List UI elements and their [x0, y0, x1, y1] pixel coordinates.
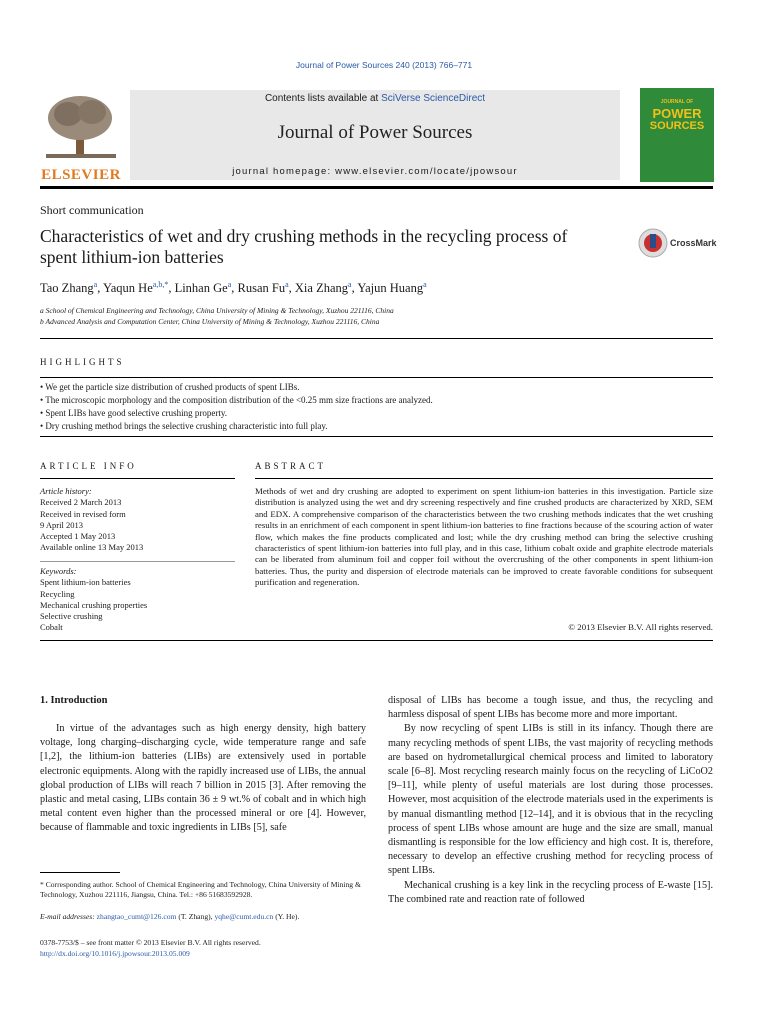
abstract-text: Methods of wet and dry crushing are adopted to experiment on spent lithium-ion batteries in this investigation. Particle size distribution is analyzed using the wet and dry screening respectively and fine crushed products are characterized by XRD, SEM and EDX. A comprehensive comparison of the characteristics between the two crushing methods indicates that the wet crushing results in an enrichment of each component in spent lithium-ion batteries to fine fractions because of the scouring action of water flow, which makes the fine products complicated and lost; while the dry crushing method can bring the selective crushing characteristics of spent lithium-ion batteries into full play, and in this case, lithium cobalt oxide and graphite electrode materials can be liberated from aluminum foil and copper foil without the overcrushing of the other components in spent lithium-ion batteries. Thus, the purity and dispersion of electrode materials can be improved to create favorable conditions for subsequent purification and regeneration.: [255, 486, 713, 588]
keyword: Selective crushing: [40, 611, 103, 622]
body-column-left: [40, 722, 366, 836]
email-owner: (Y. He).: [273, 912, 300, 921]
divider: [40, 640, 713, 641]
history-entry: Received 2 March 2013: [40, 497, 122, 508]
author-affiliation-marker[interactable]: a: [285, 280, 289, 289]
author-affiliation-marker[interactable]: a: [423, 280, 427, 289]
author-name[interactable]: Linhan Ge: [174, 281, 228, 296]
history-label: Article history:: [40, 486, 92, 496]
crossmark-label: CrossMark: [670, 238, 717, 248]
divider: [40, 478, 235, 479]
highlight-item: • Spent LIBs have good selective crushing property.: [40, 408, 228, 418]
highlight-item: • We get the particle size distribution of crushed products of spent LIBs.: [40, 382, 300, 392]
highlight-item: • The microscopic morphology and the composition distribution of the <0.25 mm size fractions are analyzed.: [40, 395, 433, 405]
body-paragraph: In virtue of the advantages such as high energy density, high battery voltage, long charging–discharging cycle, wide temperature range and safe [1,2], the lithium-ion batteries (LIBs) are extensively used in portable electronic equipments. Along with the rapidly increased use of LIBs, the annual global production of LIBs will reach 7 billion in 2015 [3]. After removing the plastic and metal casing, LIBs contain 36 ± 9 wt.% of cobalt and in which high metal content even higher than the processed mineral or ore [4]. However, because of flammable and toxic ingredients in LIBs [5], safe: [40, 723, 366, 834]
body-column-right: [388, 694, 713, 907]
section-heading: 1. Introduction: [40, 695, 108, 706]
divider: [40, 436, 713, 437]
author-list: Tao Zhang$^a$, Yaqun $He^{a,b,*}$, Linhan Ge$^a$, Rusan Fu$^a$, Xia Zhang$^a$, Yajun Huang$^a$: [40, 280, 427, 296]
cover-title-3: SOURCES: [649, 120, 705, 132]
divider: [40, 338, 713, 339]
cover-title-1: JOURNAL OF: [660, 99, 694, 105]
divider: [40, 561, 235, 562]
article-info-heading: ARTICLE INFO: [40, 461, 137, 471]
cover-title-2: POWER: [652, 106, 702, 121]
elsevier-tree-icon: [40, 92, 122, 162]
copyright: © 2013 Elsevier B.V. All rights reserved.: [568, 622, 713, 632]
history-entry: Received in revised form: [40, 508, 126, 519]
contents-line: [130, 93, 620, 104]
publisher-name: ELSEVIER: [41, 167, 121, 183]
keyword: Cobalt: [40, 622, 63, 633]
abstract-heading: ABSTRACT: [255, 461, 327, 471]
history-entry: 9 April 2013: [40, 519, 83, 530]
history-entry: Accepted 1 May 2013: [40, 531, 116, 542]
author-affiliation-marker[interactable]: a,b,*: [152, 280, 169, 289]
keywords: [40, 566, 235, 634]
body-paragraph: By now recycling of spent LIBs is still in its infancy. Though there are many recycling methods of spent LIBs, the vast majority of recycling methods are based on hydrometallurgical chemical process and limited to laboratory scale [6–8]. Most recycling research mainly focus on the recycling of LiCoO2 [9–11], while plenty of useful materials are lost during those processes. However, most acquisition of the electrode materials used in the experiments is by manual dismantling method [12–14], and it is obvious that in the recycling process of spent LIBs whose amount are huge and the size are small, manual dismantling is responsible for the low efficiency and high cost. It is, therefore, necessary to develop an effective crushing method for recycling process of spent LIBs.: [388, 723, 713, 877]
divider: [40, 377, 713, 378]
article-history: [40, 486, 235, 554]
journal-cover: [640, 88, 714, 182]
keyword: Spent lithium-ion batteries: [40, 577, 131, 588]
email-link[interactable]: zhangtao_cumt@126.com: [96, 912, 177, 921]
journal-title: Journal of Power Sources: [277, 122, 473, 143]
journal-homepage[interactable]: journal homepage: www.elsevier.com/locate/jpowsour: [232, 166, 518, 177]
sciencedirect-link[interactable]: SciVerse ScienceDirect: [381, 93, 486, 104]
author-name[interactable]: Xia Zhang: [294, 281, 348, 296]
journal-citation[interactable]: Journal of Power Sources 240 (2013) 766–771: [295, 60, 473, 70]
email-owner: (T. Zhang),: [176, 912, 215, 921]
crossmark-badge[interactable]: [638, 228, 718, 260]
footnote-rule: [40, 872, 120, 873]
article-title: Characteristics of wet and dry crushing methods in the recycling process of spent lithium-ion batteries: [40, 226, 568, 267]
keyword: Recycling: [40, 588, 75, 599]
highlights-heading: HIGHLIGHTS: [40, 357, 125, 367]
divider: [255, 478, 713, 479]
author-name[interactable]: Tao Zhang: [40, 281, 94, 296]
keyword: Mechanical crushing properties: [40, 599, 148, 610]
contents-prefix: Contents lists available at: [264, 93, 382, 104]
author-name[interactable]: Yajun Huang: [357, 281, 424, 296]
author-name[interactable]: Yaqun He: [102, 281, 153, 296]
issn-line: 0378-7753/$ – see front matter © 2013 Elsevier B.V. All rights reserved.: [40, 938, 261, 947]
article-type: Short communication: [40, 203, 144, 217]
doi-link[interactable]: http://dx.doi.org/10.1016/j.jpowsour.2013.05.009: [40, 949, 190, 958]
author-affiliation-marker[interactable]: a: [93, 280, 98, 289]
keywords-label: Keywords:: [40, 566, 77, 576]
highlight-item: • Dry crushing method brings the selective crushing characteristic into full play.: [40, 421, 328, 431]
author-affiliation-marker[interactable]: a: [227, 280, 232, 289]
author-affiliation-marker[interactable]: a: [348, 280, 352, 289]
corresponding-author-note: * Corresponding author. School of Chemical Engineering and Technology, China University of Mining & Technology, Xuzhou 221116, Jiangsu, China. Tel.: +86 51683592928.: [40, 880, 361, 900]
author-name[interactable]: Rusan Fu: [237, 281, 286, 296]
body-paragraph: Mechanical crushing is a key link in the recycling process of E-waste [15]. The combined rate and reaction rate of followed: [388, 879, 713, 905]
email-label: E-mail addresses:: [40, 912, 97, 921]
history-entry: Available online 13 May 2013: [40, 542, 144, 553]
header-rule: [40, 186, 713, 189]
elsevier-logo: [40, 92, 122, 182]
body-paragraph: disposal of LIBs has become a tough issue, and thus, the recycling and harmless disposal of spent LIBs has become more and more important.: [388, 695, 713, 721]
email-line: [40, 912, 366, 922]
email-link[interactable]: yqhe@cumt.edu.cn: [214, 912, 274, 921]
crossmark-icon: [638, 228, 668, 258]
affiliation: b Advanced Analysis and Computation Center, China University of Mining & Technology, Xuzhou 221116, China: [40, 317, 380, 326]
affiliation: a School of Chemical Engineering and Technology, China University of Mining & Technology, Xuzhou 221116, China: [40, 306, 394, 315]
